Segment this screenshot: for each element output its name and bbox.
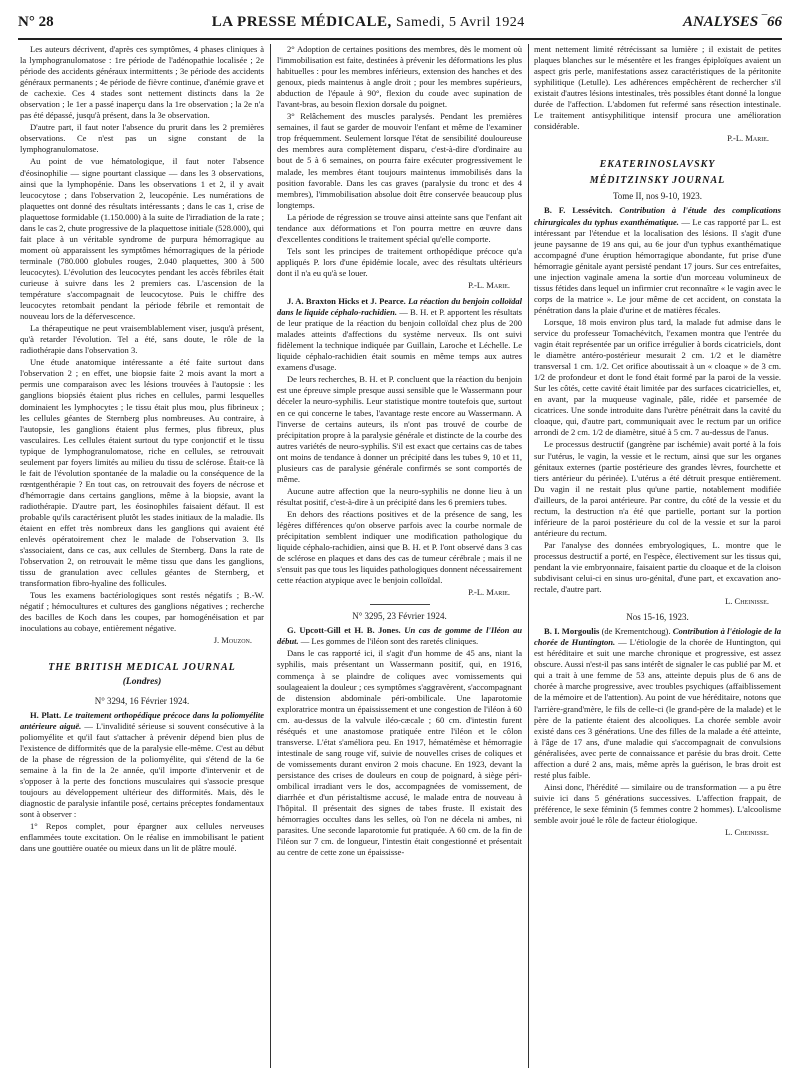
paragraph: Par l'analyse des données embryologiques, L. montre que le processus destructif a porté, en l'espèce, électivement sur les tissus qui, pendant la vie embryonnaire, faisaient partie du cloaque et de la cloison subdivisant celui-ci en sinus uro-génital, d'une part, et excavation ano-rectale, d'autre part. — [534, 539, 781, 595]
journal-title: THE BRITISH MEDICAL JOURNAL — [48, 661, 236, 673]
article-author: G. Upcott-Gill et H. B. Jones. — [287, 625, 401, 636]
article-author: H. Platt. — [30, 709, 62, 720]
paragraph: Ainsi donc, l'hérédité — similaire ou de transformation — a pu être suivie ici dans 5 générations successives. L'affection frappait, de préférence, le sexe féminin (5 femmes contre 2 hommes). L'alcoolisme semble avoir joué le rôle de facteur étiologique. — [534, 781, 781, 825]
article-author: J. A. Braxton Hicks et J. Pearce. — [287, 296, 406, 307]
section-separator — [370, 604, 430, 605]
paragraph: Dans le cas rapporté ici, il s'agit d'un homme de 45 ans, niant la syphilis, mais présentant un Wassermann positif, qui, en 1916, commença à se plaindre de coliques avec vomissements qui soulageaient la douleur ; ces symptômes s'aggravèrent, s'accompagnant de distension abdominale péri-ombilicale. Une laparotomie exploratrice montra un épaississement et une congestion de l'iléon à 60 cm. au-dessus de la valvule iléo-cæcale ; 60 cm. d'intestin furent réséqués et une anastomose pratiquée entre l'iléon et le côlon transverse. L'état s'améliora peu. En 1917, hématémèse et hémorragie intestinale de sang rouge vif, suivie de nouvelles crises de coliques et de vomissements durant environ 2 mois chacune. En 1923, devant la persistance des crises de douleurs en coup de poignard, à siège péri-ombilical irradiant vers le dos, accompagnées de vomissement, de diarrhée et d'un péristaltisme accusé, le malade entra de nouveau à l'hôpital. Il présentait des signes de tabes fruste. Il existait des hémorragies occultes dans les selles, où l'on ne décela ni ambes, ni parasites. Une seconde laparotomie fut pratiquée. A 60 cm. de la fin de l'iléon sur 7 cm. de longueur, l'intestin était congestionné et présentait au centre de cette zone un épaississe- — [277, 648, 522, 858]
paragraph: Les auteurs décrivent, d'après ces symptômes, 4 phases cliniques à la lymphogranulomatose : 1re période de l'adénopathie localisée ; 2e période des accidents généraux intermittents ; 3e période des accidents généraux permanents ; 4e période de fièvre continue, d'anémie grave et de cachexie. Ces 4 stades sont nettement distincts dans la 2e observation ; le 1er a passé inaperçu dans la 1re observation ; la 2e n'a pas été dépassé, jusqu'à présent, dans la 3e observation. — [20, 44, 264, 121]
paragraph: D'autre part, il faut noter l'absence du prurit dans les 2 premières observations. Ce n'est pas un signe constant de la lymphogranulomatose. — [20, 122, 264, 155]
publication-name: LA PRESSE MÉDICALE, — [211, 14, 392, 30]
paragraph: Tels sont les principes de traitement orthopédique précoce qu'a appliqués P. lors d'une épidémie locale, avec des résultats ultérieurs dont il n'a eu qu'à se louer. — [277, 245, 522, 278]
paragraph: La thérapeutique ne peut vraisemblablement viser, jusqu'à présent, qu'à retarder l'évolution. Tel a été, sans doute, le rôle de la radiothérapie dans l'observation 3. — [20, 323, 264, 356]
author-signature: P.-L. Marie. — [727, 133, 769, 144]
article-body: — L'étiologie de la chorée de Huntington, qui est héréditaire et suit une marche chronique et progressive, est assez obscure. Aussi n'est-il pas sans intérêt de signaler le cas publié par M. et qui a trait à une femme de 53 ans, atteinte depuis plus de 6 ans de chorée à marche progressive, avec troubles psychiques (affaiblissement de la mémoire et de l'attention). Au point de vue héréditaire, notons que l'arrière-grand'mère, le fils de celle-ci (le grand-père de la malade) et le père de la patiente étaient des alcooliques. La chorée semble avoir existé dans ces 3 générations. Une des filles de la malade a été atteinte, à l'âge de 17 ans, d'une maladie qui s'accompagnait de convulsions généralisées, avec perte de connaissance et parésie du bras droit. Cette affection a duré 2 ans, mais, même après la guérison, le bras droit est resté plus faible. — [534, 637, 781, 780]
author-signature: P.-L. Marie. — [468, 587, 510, 598]
issue-number: N° 3294, 16 Février 1924. — [94, 695, 190, 706]
author-signature: L. Cheinisse. — [725, 827, 769, 838]
section-label: ANALYSES ‾66 — [682, 14, 782, 30]
issue-date: Samedi, 5 Avril 1924 — [396, 15, 525, 30]
column-3 — [534, 44, 781, 1070]
journal-title-line-2: MÉDITZINSKY JOURNAL — [589, 175, 726, 187]
article-paragraph — [277, 296, 522, 373]
journal-city: (Londres) — [122, 676, 162, 687]
paragraph: 2° Adoption de certaines positions des membres, dès le moment où l'immobilisation est faite, destinées à prévenir les déformations les plus habituelles : pour les membres inférieurs, extension des hanches et des genoux, pieds maintenus à angle droit ; pour les membres supérieurs, abduction de l'épaule à 90°, flexion du coude avec supination de l'avant-bras, au besoin flexion dorsale du poignet. — [277, 44, 522, 110]
author-signature: L. Cheinisse. — [725, 596, 769, 607]
article-author: B. F. Lessévitch. — [544, 205, 613, 216]
paragraph: Une étude anatomique intéressante a été faite surtout dans l'observation 2 ; en effet, une biopsie faite 2 mois avant la mort a permis une comparaison avec les lésions trouvées à l'autopsie : les ganglions biopsiés étaient plus riches en cellules, parmi lesquelles dominaient les lymphocytes ; le tissu était plus mou, plus fibrineux ; les cellules géantes de Sternberg plus nombreuses. Au contraire, à l'autopsie, les ganglions étaient plus fermes, plus fibreux, plus vasculaires. Les cellules étaient surtout du type conjonctif et le tissu typique de lymphogranulomatose, riche en cellules, se retrouvait seulement par foyers limités au milieu du tissu de sclérose. Était-ce là le fait de l'évolution spontanée de la maladie ou la conséquence de la rœntgenthérapie ? En tout cas, on retrouvait des foyers de nécrose et d'hémorragie dans certains ganglions, même à la biopsie, avant la radiothérapie. D'autre part, les éosinophiles faisaient défaut. Il est probable qu'ils caractérisent plutôt les stades initiaux de la maladie. Ils étaient en effet très nombreux dans les ganglions qui avaient été enlevés opératoirement chez le malade de l'observation 3. Ils s'associaient, dans ce cas, aux cellules de Sternberg. Dans la rate de l'observation 2, on retrouvait le même tissu que dans les ganglions, tissu de granulation avec cellules géantes de Sternberg, et transformation fibro-hyaline des follicules. — [20, 357, 264, 589]
article-author: B. I. Morgoulis — [544, 626, 600, 637]
paragraph: Tous les examens bactériologiques sont restés négatifs ; B.-W. négatif ; hémocultures et cultures des ganglions négatives ; recherche des bacilles de Koch dans les coupes, par homogénéisation et par inoculations au cobaye, entièrement négative. — [20, 590, 264, 634]
article-title: Contribution à l'étude des complications chirurgicales du typhus exanthématique. — [534, 205, 781, 227]
article-paragraph — [534, 205, 781, 315]
column-divider — [528, 44, 529, 1068]
article-paragraph — [534, 626, 781, 781]
article-paragraph — [277, 625, 522, 647]
paragraph: 3° Relâchement des muscles paralysés. Pendant les premières semaines, il faut se garder de mouvoir l'enfant et même de l'examiner trop fréquemment. Seulement lorsque l'état de sensibilité douloureuse des membres aura complètement disparu, c'est-à-dire d'ordinaire au bout de 5 à 6 semaines, on pourra faire exécuter progressivement le malade, les membres étant toujours maintenus immobilisés dans la position favorable. Dans les cas graves (paralysie du tronc et des 4 membres), l'immobilisation absolue doit être conservée beaucoup plus longtemps. — [277, 111, 522, 210]
article-body: — B. H. et P. apportent les résultats de leur pratique de la réaction du benjoin colloïdal chez plus de 200 malades atteints d'affections du système nerveux. Ils ont suivi fidèlement la technique indiquée par Guillain, Laroche et Léchelle. Le liquide céphalo-rachidien était soumis en même temps aux autres examens d'usage. — [277, 307, 522, 373]
paragraph: ment nettement limité rétrécissant sa lumière ; il existait de petites plaques blanches sur le mésentère et les franges épiploïques avaient un aspect gris perle, manifestations assez caractéristiques de la péritonite syphilitique (Letulle). Les adhérences empêchèrent de rechercher s'il existait d'autres lésions intestinales, très possibles étant donné la longue durée de l'affection. L'abdomen fut refermé sans résection intestinale. Le traitement antisyphilitique intensif procura une amélioration considérable. — [534, 44, 781, 132]
article-title: Le traitement orthopédique précoce dans la poliomyélite antérieure aiguë. — [20, 709, 264, 731]
paragraph: 1° Repos complet, pour épargner aux cellules nerveuses enflammées toute excitation. On le réalise en immobilisant le patient dans une gouttière ouatée ou mieux dans un lit de plâtre moulé. — [20, 821, 264, 854]
paragraph: Lorsque, 18 mois environ plus tard, la malade fut admise dans le service du professeur Tomachévitch, l'examen montra que l'entrée du vagin était représentée par un orifice irrégulier à bords cicatriciels, dont le diamètre antéro-postérieur mesurait 2 cm. 1/2 et le diamètre transversal 1 cm. 1/2. Cet orifice aboutissait à un « cloaque » de 3 cm. 1/2 de profondeur et dont le fond était formé par la paroi de la vessie. Sur les côtés, cette cavité était limitée par des surfaces cicatricielles, et, en avant, par la muqueuse vaginale, pâle, ridée et parsemée de cicatrices. Une sonde introduite dans l'urètre pénétrait dans la cavité du cloaque, qui, d'autre part, communiquait avec le rectum par un orifice arrondi de 2 cm. 1/2 de diamètre, situé à 5 cm. 7 au-dessus de l'anus. — [534, 316, 781, 438]
issue-number: Tome II, nos 9-10, 1923. — [612, 191, 703, 202]
issue-number: N° 3295, 23 Février 1924. — [352, 611, 447, 622]
article-title: La réaction du benjoin colloïdal dans le liquide céphalo-rachidien. — [277, 296, 522, 318]
column-1 — [20, 44, 264, 1070]
paragraph: En dehors des réactions positives et de la présence de sang, les légères différences qu'on observe parfois avec la courbe normale de précipitation semblent indiquer une modification pathologique du liquide céphalo-rachidien, ainsi que B. H. et P. l'ont observé dans 3 cas de sclérose en plaques et dans des cas de tumeur cérébrale ; mais il ne s'ensuit pas que tous les liquides pathologiques donnent nécessairement cette réaction atypique avec le benjoin colloïdal. — [277, 508, 522, 586]
author-city: (de Krementchoug). — [601, 626, 671, 637]
page-number: N° 28 — [18, 14, 54, 30]
issue-number: Nos 15-16, 1923. — [626, 612, 689, 623]
publication-title — [212, 14, 525, 31]
paragraph: Au point de vue hématologique, il faut noter l'absence d'éosinophilie — signe pourtant classique — dans les 3 observations, ainsi que la lymphopénie. Dans les observations 1 et 2, il y avait leucocytose ; dans l'observation 2, leucopénie. Les numérations de plaquettes ont donné des résultats intéressants ; dans le cas 1, crise de plaquettose formidable (1.150.000) à la suite de l'irradiation de la rate ; dans le cas 2, chute progressive de la plaquettose initiale (528.000), qui fait place à un véritable syndrome de purpura hémorragique au moment où apparaissent les symptômes hémorragiques de la période terminale (780.000 globules rouges, 2.040 plaquettes, 300 à 500 leucocytes). L'évolution des leucocytes pendant les accès fébriles était curieuse à suivre dans les 2 premiers cas. L'ascension de la température s'accompagnait de leucocytose. Puis le chiffre des leucocytes retombait pendant la période fébrile et remontait de nouveau lors de la défervescence. — [20, 156, 264, 322]
author-signature: P.-L. Marie. — [468, 279, 510, 290]
header-rule — [18, 38, 782, 40]
article-paragraph — [20, 710, 264, 820]
journal-title: EKATERINOSLAVSKY — [599, 159, 716, 171]
article-body: — Les gommes de l'iléon sont des raretés cliniques. — [300, 636, 479, 647]
paragraph: La période de régression se trouve ainsi atteinte sans que l'enfant ait tendance aux déformations et l'on pourra mettre en œuvre dans d'excellentes conditions le traitement spécial qu'elle comporte. — [277, 211, 522, 244]
article-title: Un cas de gomme de l'Iléon au début. — [277, 625, 522, 647]
paragraph: Aucune autre affection que la neuro-syphilis ne donne lieu à un résultat positif, c'est-à-dire à un précipité dans les 6 premiers tubes. — [277, 485, 522, 507]
column-divider — [270, 44, 271, 1068]
author-signature: J. Mouzon. — [213, 635, 252, 646]
paragraph: De leurs recherches, B. H. et P. concluent que la réaction du benjoin est une épreuve simple presque aussi sensible que le Wassermann pour déceler la neuro-syphilis. Leur statistique montre toutefois que, surtout en ce qui concerne le tabes, l'avantage reste encore au Wassermann. A l'inverse de certains auteurs, ils n'ont pas trouvé de courbe de précipitation propre à la paralysie générale et distincte de la courbe des autres variétés de neuro-syphilis. S'il est exact que certains cas de tabes ont moins de tendance à donner un précipité dans les tubes 9, 10 et 11, plusieurs cas de paralysie générale confirmés se sont comportés de même. — [277, 374, 522, 484]
paragraph: Le processus destructif (gangrène par ischémie) avait porté à la fois sur l'utérus, le vagin, la vessie et le rectum, ainsi que sur les organes génitaux externes (partie postérieure des grandes lèvres, fourchette et tiers antérieur du périnée). L'utérus a été détruit presque entièrement. Du vagin il ne restait plus qu'une partie, notablement modifiée d'ailleurs, de la paroi antérieure. Par contre, du côté de la vessie et du rectum, la destruction n'a été que partielle, portant sur la portion inférieure de la paroi postérieure du col de la vessie et sur la paroi antérieure du rectum. — [534, 439, 781, 538]
column-2 — [277, 44, 522, 1070]
page-header — [18, 14, 782, 38]
article-title: Contribution à l'étiologie de la chorée de Huntington. — [534, 626, 781, 648]
article-body: — Le cas rapporté par L. est intéressant par l'étendue et la localisation des lésions. Il s'agit d'une jeune paysanne de 19 ans qui, au 6e jour d'un typhus exanthématique accompagné d'une éruption hémorragique abondante, fut prise d'une hémorragie génitale ayant persisté pendant 17 jours. Sur ces entrefaites, une injection vaginale amena la sortie d'un morceau volumineux de tissus fétides dans lequel un infirmier crut reconnaître « le vagin avec le corps de la matrice ». Le jour même de cet accident, on constata la pénétration dans la plaie d'urine et de matières fécales. — [534, 216, 781, 315]
article-body: — L'invalidité sérieuse si souvent consécutive à la poliomyélite et qu'il faut s'attacher à prévenir dépend bien plus de l'existence de difformités que de la paralysie elle-même. C'est au début de la phase de régression de la poliomyélite, qui s'étend de la 6e semaine à la fin de la 2e année, qu'il importe d'intervenir et de s'opposer à la perte des fonctions musculaires qui s'associe presque toujours au développement ultérieur des difformités. Mais, dès le diagnostic de paralysie infantile posé, certains préceptes fondamentaux sont à observer : — [20, 720, 264, 820]
